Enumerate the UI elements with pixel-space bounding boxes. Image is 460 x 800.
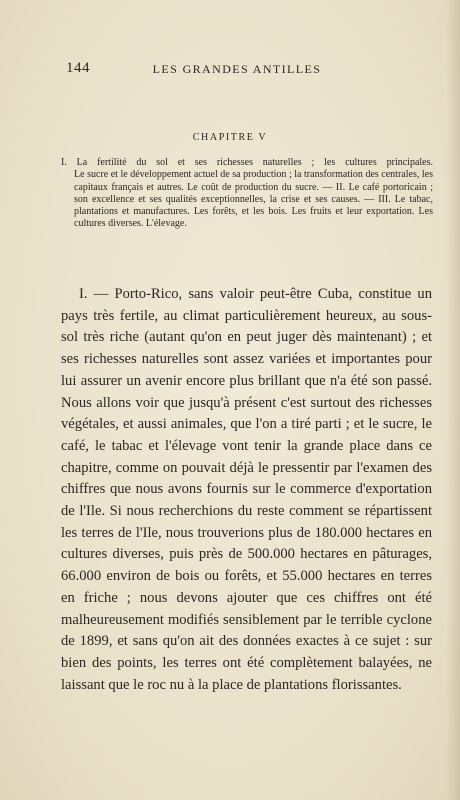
summary-first-line: I. La fertilité du sol et ses richesses naturelles ; les cultures principales.: [61, 157, 433, 168]
page-edge-shadow: [446, 0, 460, 800]
summary-continuation: Le sucre et le développement actuel de sa production ; la transformation des centrales, les capitaux français et autres. Le coût de production du sucre. — II. Le café portoricain ; son excellence et ses qualités exceptionnelles, la crise et ses causes. — III. Le tabac, plantations et manufactures. Les forêts, et les bois. Les fruits et leur exportation. Les cultures diverses. L'élevage.: [74, 169, 433, 230]
body-paragraph: I. — Porto-Rico, sans valoir peut-être Cuba, constitue un pays très fertile, au climat particulièrement heureux, au sous-sol très riche (autant qu'on en peut juger dès maintenant) ; et ses richesses naturelles sont assez variées et importantes pour lui assurer un avenir encore plus brillant que n'a été son passé. Nous allons voir que jusqu'à présent c'est surtout des richesses végétales, et aussi animales, que l'on a tiré parti ; et le sucre, le café, le tabac et l'élevage vont tenir la grande place dans ce chapitre, comme on pouvait déjà le pressentir par l'examen des chiffres que nous avons fournis sur le commerce d'exportation de l'Ile. Si nous recherchions du reste comment se répartissent les terres de l'Ile, nous trouverions plus de 180.000 hectares en cultures diverses, puis près de 500.000 hectares en pâturages, 66.000 environ de bois ou forêts, et 55.000 hectares en terres en friche ; nous devons ajouter que ces chiffres ont été malheureusement modifiés sensiblement par le terrible cyclone de 1899, et sans qu'on ait des données exactes à ce sujet : sur bien des points, les terres ont été complètement balayées, ne laissant que le roc nu à la place de plantations florissantes.: [61, 286, 432, 693]
chapter-summary: [61, 157, 433, 231]
running-title: LES GRANDES ANTILLES: [152, 62, 322, 76]
chapter-heading: CHAPITRE V: [192, 132, 268, 143]
page-number: 144: [66, 60, 90, 76]
page-header: [66, 60, 408, 80]
